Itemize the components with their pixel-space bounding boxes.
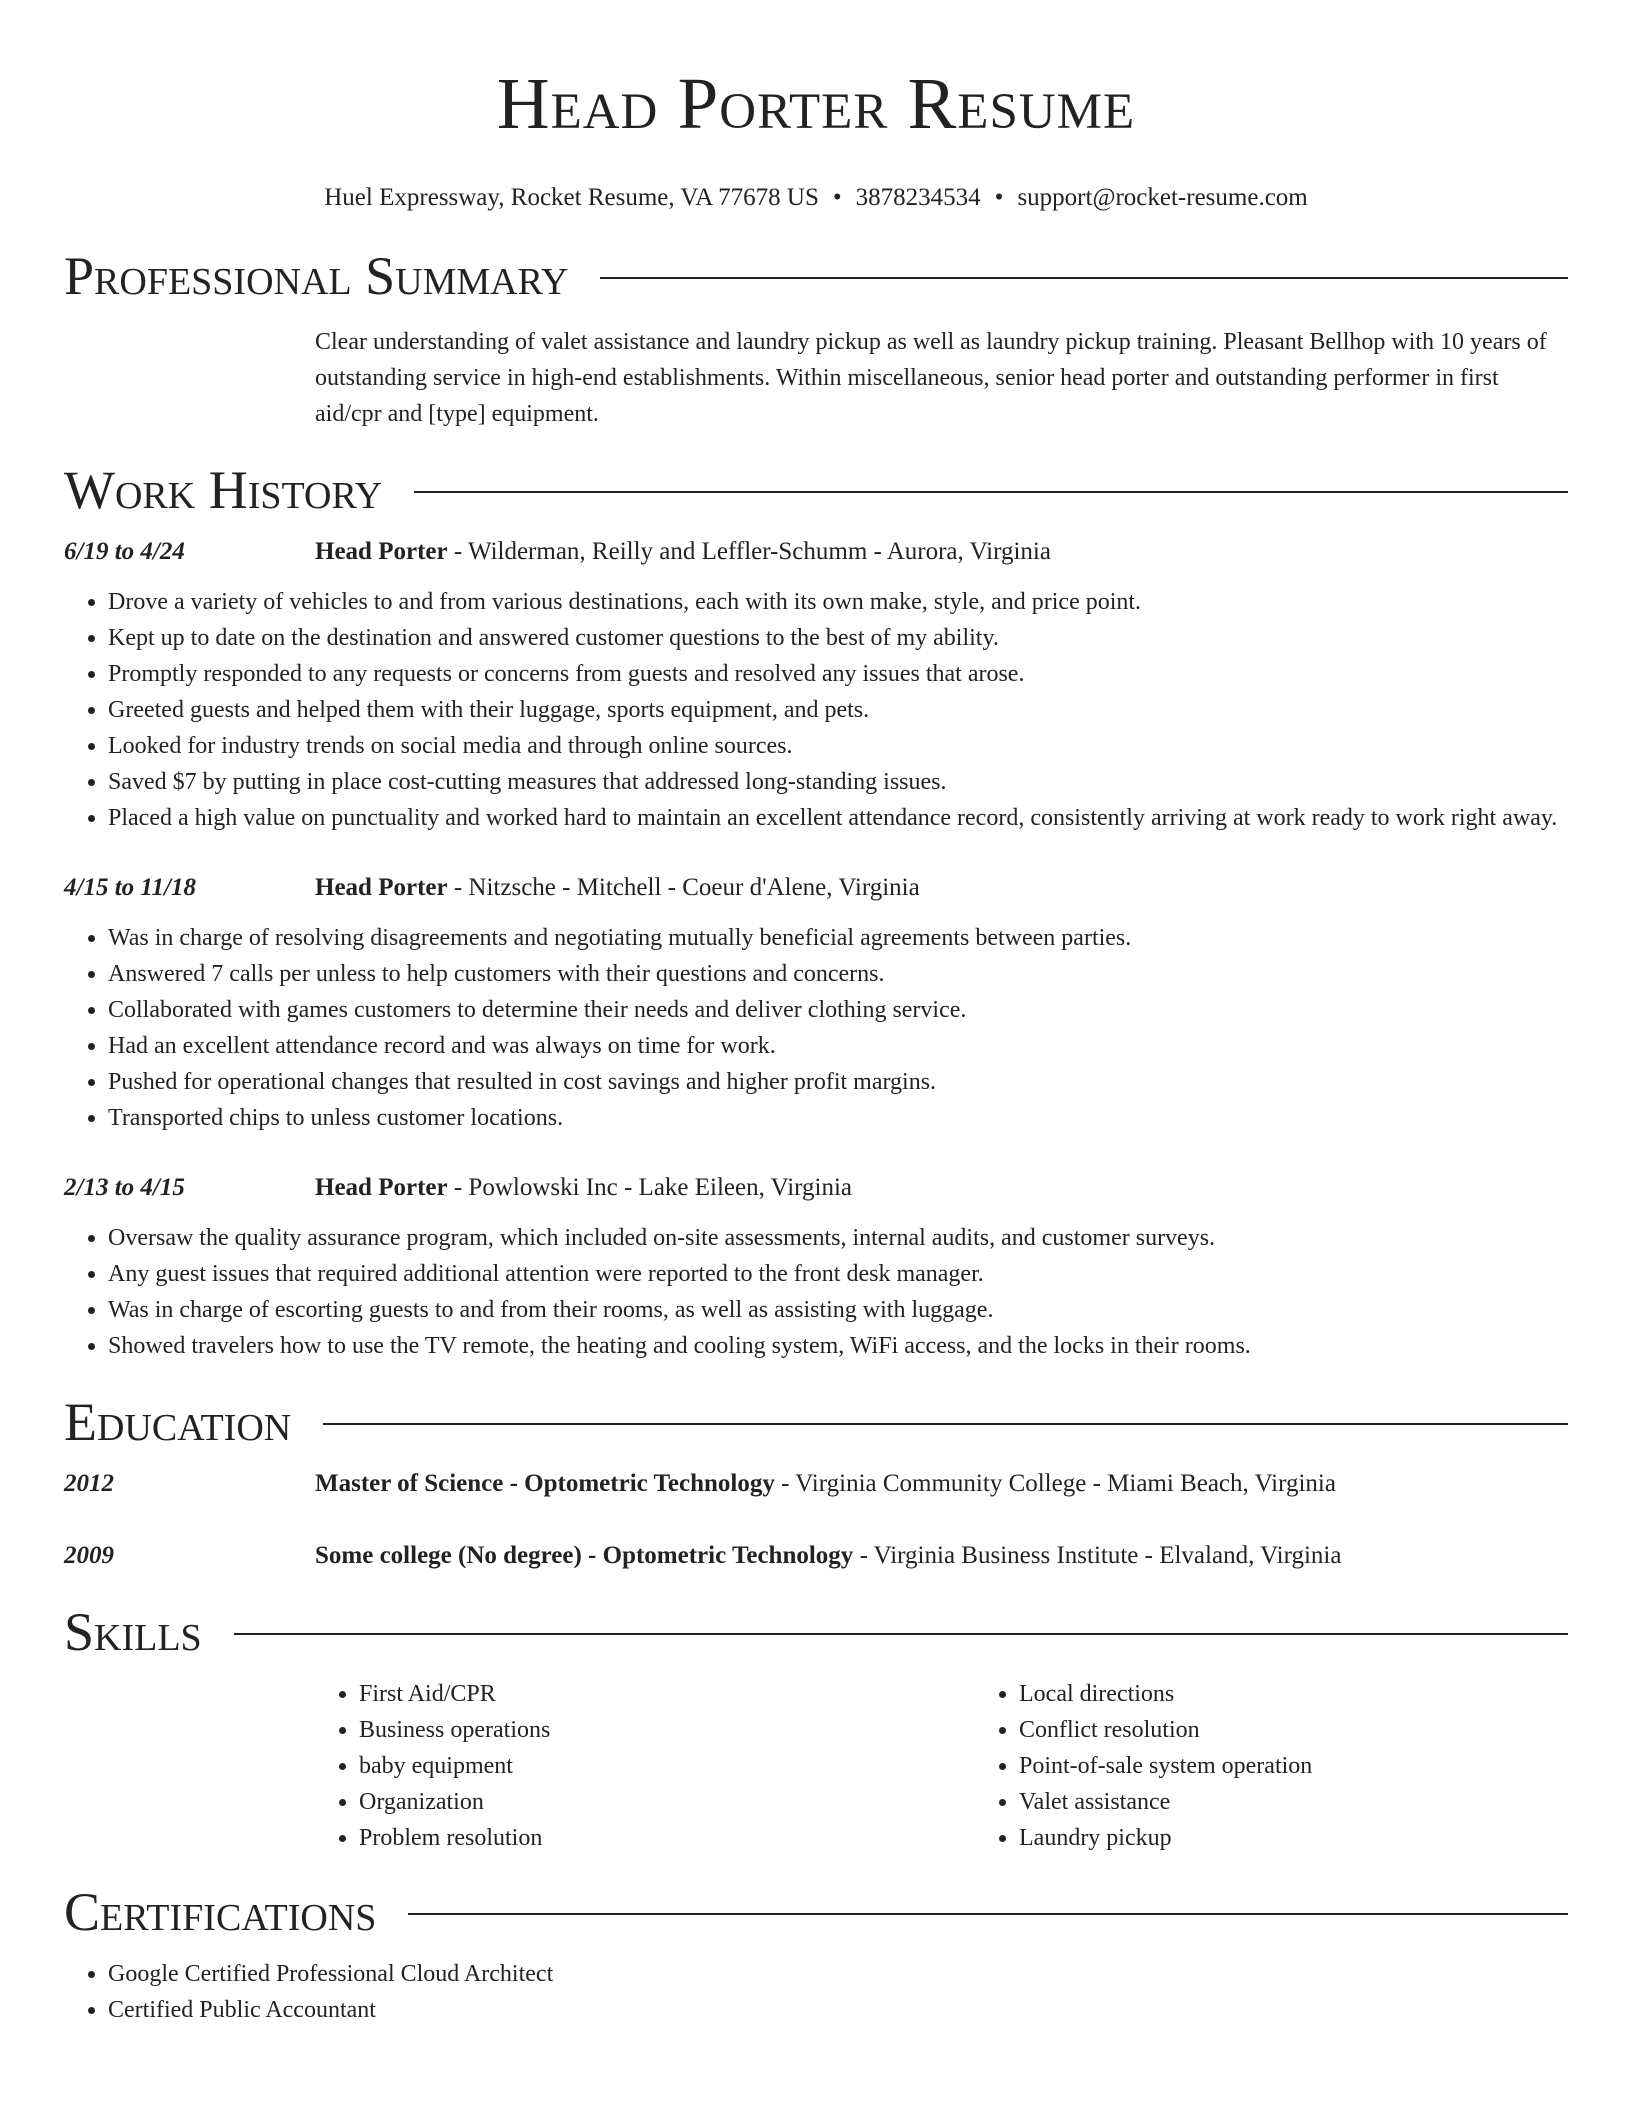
list-item: • Promptly responded to any requests or concerns from guests and resolved any issues that arose. — [108, 656, 1568, 692]
job-title: Head Porter — [315, 874, 448, 901]
job-role — [315, 870, 1568, 906]
skill-item: • Organization — [359, 1784, 975, 1820]
section-divider — [234, 1633, 1568, 1635]
resume-title: Head Porter Resume — [496, 63, 1136, 144]
list-item: • Answered 7 calls per unless to help customers with their questions and concerns. — [108, 956, 1568, 992]
list-item: • Collaborated with games customers to determine their needs and deliver clothing service. — [108, 992, 1568, 1028]
skill-item: • First Aid/CPR — [359, 1676, 975, 1712]
skill-item: • Problem resolution — [359, 1820, 975, 1856]
job-header — [64, 870, 1568, 906]
education-entry — [64, 1466, 1568, 1502]
skill-item: • Business operations — [359, 1712, 975, 1748]
list-item: • Greeted guests and helped them with their luggage, sports equipment, and pets. — [108, 692, 1568, 728]
contact-phone: 3878234534 — [855, 184, 981, 211]
job-dates: 2/13 to 4/15 — [64, 1174, 185, 1201]
education-entry — [64, 1538, 1568, 1574]
section-header-certifications — [64, 1880, 1568, 1944]
contact-separator: • — [994, 184, 1004, 211]
certification-item: • Certified Public Accountant — [108, 1992, 1568, 2028]
section-divider — [323, 1423, 1568, 1425]
skill-item: • Local directions — [1019, 1676, 1568, 1712]
section-title-skills: Skills — [64, 1602, 202, 1662]
education-year: 2012 — [64, 1470, 114, 1497]
job-bullets — [64, 920, 1568, 1136]
list-item: • Was in charge of escorting guests to and from their rooms, as well as assisting with luggage. — [108, 1292, 1568, 1328]
section-header-summary — [64, 244, 1568, 308]
job-details: - Nitzsche - Mitchell - Coeur d'Alene, Virginia — [447, 874, 920, 901]
education-details: - Virginia Community College - Miami Beach, Virginia — [774, 1470, 1336, 1497]
section-title-certifications: Certifications — [64, 1882, 377, 1942]
list-item: • Any guest issues that required additional attention were reported to the front desk manager. — [108, 1256, 1568, 1292]
skill-item: • Laundry pickup — [1019, 1820, 1568, 1856]
education-role — [315, 1538, 1568, 1574]
section-header-skills — [64, 1600, 1568, 1664]
job-entry — [64, 1170, 1568, 1364]
skill-item: • Point-of-sale system operation — [1019, 1748, 1568, 1784]
job-role — [315, 1170, 1568, 1206]
contact-line — [64, 182, 1568, 214]
education-details: - Virginia Business Institute - Elvaland, Virginia — [853, 1542, 1342, 1569]
list-item: • Was in charge of resolving disagreements and negotiating mutually beneficial agreements between parties. — [108, 920, 1568, 956]
skill-item: • Conflict resolution — [1019, 1712, 1568, 1748]
job-header — [64, 1170, 1568, 1206]
list-item: • Drove a variety of vehicles to and from various destinations, each with its own make, style, and price point. — [108, 584, 1568, 620]
job-bullets — [64, 1220, 1568, 1364]
job-details: - Powlowski Inc - Lake Eileen, Virginia — [447, 1174, 853, 1201]
section-divider — [600, 277, 1568, 279]
contact-address: Huel Expressway, Rocket Resume, VA 77678 US — [324, 184, 819, 211]
job-title: Head Porter — [315, 538, 448, 565]
education-year: 2009 — [64, 1542, 114, 1569]
section-divider — [414, 491, 1568, 493]
list-item: • Saved $7 by putting in place cost-cutting measures that addressed long-standing issues. — [108, 764, 1568, 800]
job-dates: 6/19 to 4/24 — [64, 538, 185, 565]
job-entry — [64, 870, 1568, 1136]
job-dates: 4/15 to 11/18 — [64, 874, 196, 901]
contact-separator: • — [832, 184, 842, 211]
list-item: • Showed travelers how to use the TV remote, the heating and cooling system, WiFi access, and the locks in their rooms. — [108, 1328, 1568, 1364]
section-header-education — [64, 1390, 1568, 1454]
education-degree: Some college (No degree) - Optometric Technology — [315, 1542, 854, 1569]
job-title: Head Porter — [315, 1174, 448, 1201]
section-header-work-history — [64, 458, 1568, 522]
list-item: • Placed a high value on punctuality and worked hard to maintain an excellent attendance record, consistently arriving at work ready to work right away. — [108, 800, 1568, 836]
certifications-list — [64, 1956, 1568, 2028]
education-role — [315, 1466, 1568, 1502]
section-title-education: Education — [64, 1392, 292, 1452]
list-item: • Oversaw the quality assurance program, which included on-site assessments, internal audits, and customer surveys. — [108, 1220, 1568, 1256]
list-item: • Pushed for operational changes that resulted in cost savings and higher profit margins. — [108, 1064, 1568, 1100]
contact-email[interactable]: support@rocket-resume.com — [1017, 184, 1308, 211]
list-item: • Transported chips to unless customer locations. — [108, 1100, 1568, 1136]
job-entry — [64, 534, 1568, 836]
skills-column-left — [315, 1676, 975, 1856]
job-details: - Wilderman, Reilly and Leffler-Schumm - Aurora, Virginia — [447, 538, 1051, 565]
skills-list — [315, 1676, 1568, 1856]
skill-item: • baby equipment — [359, 1748, 975, 1784]
section-title-work-history: Work History — [64, 460, 383, 520]
section-divider — [408, 1913, 1568, 1915]
job-header — [64, 534, 1568, 570]
skill-item: • Valet assistance — [1019, 1784, 1568, 1820]
job-role — [315, 534, 1568, 570]
job-bullets — [64, 584, 1568, 836]
section-title-summary: Professional Summary — [64, 246, 569, 306]
list-item: • Kept up to date on the destination and answered customer questions to the best of my ability. — [108, 620, 1568, 656]
education-degree: Master of Science - Optometric Technology — [315, 1470, 775, 1497]
summary-text: Clear understanding of valet assistance and laundry pickup as well as laundry pickup training. Pleasant Bellhop with 10 years of outstanding service in high-end establishments. Within miscellaneous, senior head porter and outstanding performer in first aid/cpr and [type] equipment. — [315, 329, 1547, 427]
list-item: • Had an excellent attendance record and was always on time for work. — [108, 1028, 1568, 1064]
certification-item: • Google Certified Professional Cloud Architect — [108, 1956, 1568, 1992]
list-item: • Looked for industry trends on social media and through online sources. — [108, 728, 1568, 764]
skills-column-right — [975, 1676, 1568, 1856]
